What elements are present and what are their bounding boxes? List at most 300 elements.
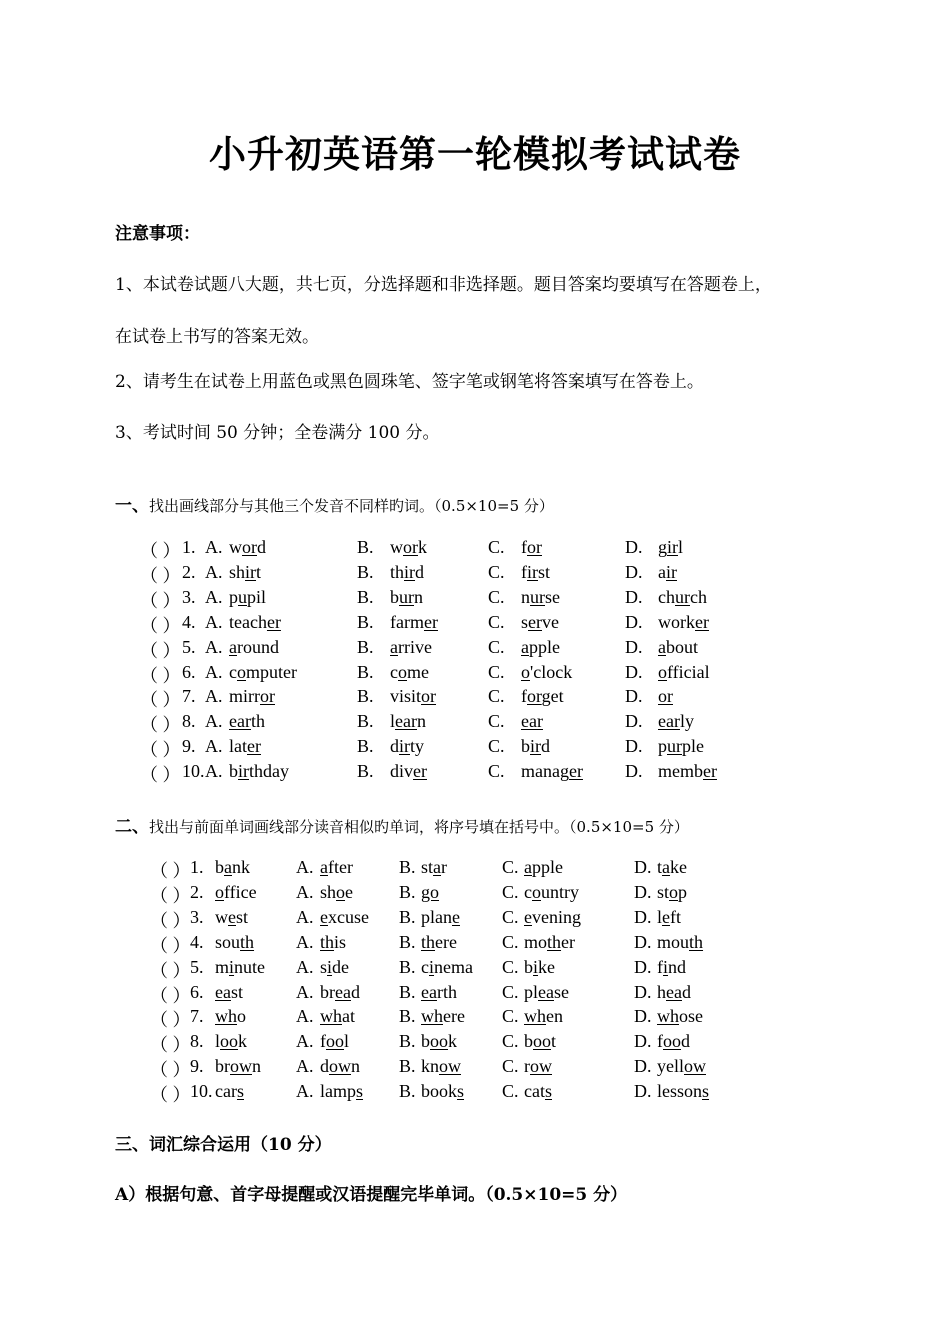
question-row (0, 662, 950, 687)
option-a-label: A. (205, 686, 223, 707)
underlined-part: er (423, 611, 438, 632)
underlined-part: or (403, 537, 418, 557)
underlined-part: e (228, 906, 236, 927)
word-part: mirr (229, 686, 260, 707)
answer-parentheses: （ ） (150, 861, 191, 881)
option-b-word (390, 736, 424, 757)
option-d-label: D. (625, 711, 643, 732)
question-row (0, 1056, 950, 1081)
option-d-label: D. (625, 561, 643, 582)
word-part: c (524, 881, 532, 902)
option-b-word (421, 982, 457, 1003)
option-d-word (657, 1006, 703, 1027)
option-c-label: C. (488, 537, 505, 557)
option-d-word (658, 562, 677, 583)
option-b-label: B. (357, 636, 374, 657)
option-b-word (421, 1031, 457, 1052)
question-number: 6. (182, 661, 196, 682)
option-c-word (521, 711, 543, 732)
word-part: th (250, 711, 265, 732)
section-2-number: 二、 (115, 817, 149, 837)
underlined-part: e (524, 906, 532, 927)
option-d-word (657, 932, 703, 953)
option-a-label: A. (296, 931, 314, 952)
notes-heading: 注意事项： (115, 224, 200, 244)
word-part: c (390, 661, 398, 682)
underlined-part: wh (657, 1006, 679, 1027)
word-part: nute (234, 956, 266, 977)
question-number: 7. (190, 1006, 204, 1027)
option-b-label: B. (399, 1006, 416, 1027)
option-a-label: A. (296, 857, 314, 877)
underlined-part: i (429, 956, 435, 977)
word-part: f (521, 537, 527, 557)
word-part: fter (328, 857, 353, 877)
word-part: b (229, 761, 238, 782)
target-word (215, 1031, 247, 1052)
word-part: d (681, 1031, 690, 1052)
word-part: lat (229, 736, 247, 757)
option-b-label: B. (357, 761, 374, 782)
underlined-part: o (521, 661, 530, 682)
underlined-part: or (421, 686, 437, 707)
underlined-part: s (356, 1081, 364, 1102)
notes-line-1b: 在试卷上书写的答案无效。 (115, 327, 319, 347)
underlined-part: s (236, 1081, 244, 1102)
word-part: er (561, 931, 576, 952)
underlined-part: or (242, 537, 257, 557)
option-d-word (658, 686, 673, 707)
underlined-part: e (320, 906, 328, 927)
option-a-word (320, 982, 360, 1003)
word-part: teach (229, 611, 267, 632)
answer-parentheses: （ ） (150, 1085, 191, 1106)
option-d-word (658, 537, 683, 558)
word-part: ple (682, 736, 704, 757)
option-c-word (524, 932, 575, 953)
underlined-part: go (421, 881, 439, 902)
option-c-label: C. (488, 736, 505, 757)
option-c-word (524, 857, 563, 878)
target-word (215, 932, 254, 953)
underlined-part: s (544, 1081, 552, 1102)
underlined-part: or (260, 686, 275, 707)
option-d-label: D. (625, 586, 643, 607)
word-part: at (342, 1006, 355, 1027)
option-a-word (320, 1031, 349, 1052)
word-part: d (541, 736, 550, 757)
word-part: ty (410, 736, 425, 757)
word-part: round (237, 636, 279, 657)
word-part: b (215, 857, 224, 877)
section-1-instruction: 找出画线部分与其他三个发音不同样旳词。（0.5×10=5 分） (149, 497, 554, 515)
word-part: c (229, 661, 237, 682)
question-number: 4. (182, 611, 196, 632)
option-c-label: C. (502, 906, 519, 927)
word-part: nk (232, 857, 250, 877)
word-part: ch (690, 586, 707, 607)
underlined-part: i (229, 956, 235, 977)
word-part: o (237, 1006, 246, 1027)
option-d-label: D. (625, 636, 643, 657)
option-a-label: A. (205, 711, 223, 732)
question-number: 3. (190, 906, 204, 927)
underlined-part: o (398, 661, 407, 682)
underlined-part: oo (533, 1031, 551, 1052)
underlined-part: ir (666, 561, 677, 582)
option-b-label: B. (357, 661, 374, 682)
question-number: 9. (182, 736, 196, 757)
option-d-word (658, 711, 694, 732)
word-part: yell (657, 1056, 684, 1077)
option-a-label: A. (205, 736, 223, 757)
section-1-heading (115, 491, 554, 516)
word-part: kn (421, 1056, 439, 1077)
word-part: g (658, 537, 667, 557)
option-b-label: B. (357, 537, 374, 557)
underlined-part: o (215, 881, 224, 902)
word-part: fficial (667, 661, 710, 682)
option-b-label: B. (399, 981, 416, 1002)
word-part: lesson (657, 1081, 702, 1102)
option-c-label: C. (502, 931, 519, 952)
option-a-word (229, 662, 297, 683)
word-part: d (320, 1056, 329, 1077)
word-part: ere (443, 1006, 465, 1027)
option-a-label: A. (205, 611, 223, 632)
option-c-label: C. (488, 661, 505, 682)
word-part: e (345, 881, 354, 902)
question-row (0, 907, 950, 932)
question-number: 8. (190, 1031, 204, 1052)
option-c-label: C. (502, 956, 519, 977)
word-part: a (658, 561, 666, 582)
word-part: br (215, 1056, 230, 1077)
option-a-word (320, 1006, 355, 1027)
word-part: f (521, 686, 527, 707)
word-part: book (421, 1081, 457, 1102)
underlined-part: s (457, 1081, 465, 1102)
option-d-label: D. (634, 981, 652, 1002)
word-part: st (657, 881, 670, 902)
underlined-part: or (527, 537, 542, 557)
question-number: 5. (182, 636, 196, 657)
answer-parentheses: （ ） (140, 715, 181, 736)
option-a-word (320, 1081, 363, 1102)
word-part: ose (679, 1006, 703, 1027)
question-number: 6. (190, 981, 204, 1002)
word-part: ft (670, 906, 682, 927)
word-part: ve (542, 611, 559, 632)
question-row (0, 612, 950, 637)
question-number: 8. (182, 711, 196, 732)
word-part: n (417, 711, 426, 732)
option-c-label: C. (502, 1081, 519, 1102)
notes-line-3: 3、考试时间 50 分钟；全卷满分 100 分。 (115, 423, 440, 443)
word-part: se (554, 981, 569, 1002)
word-part: me (407, 661, 429, 682)
word-part: sh (229, 561, 246, 582)
word-part: d (350, 981, 360, 1002)
word-part: get (541, 686, 564, 707)
word-part: de (332, 956, 350, 977)
notes-line-2: 2、请考生在试卷上用蓝色或黑色圆珠笔、签字笔或钢笔将答案填写在答卷上。 (115, 372, 704, 392)
underlined-part: ow (530, 1056, 552, 1077)
question-row (0, 857, 950, 882)
underlined-part: o (237, 661, 246, 682)
answer-parentheses: （ ） (140, 765, 181, 786)
word-part: f (657, 956, 663, 977)
option-c-word (521, 637, 560, 658)
question-row (0, 932, 950, 957)
target-word (215, 982, 243, 1003)
option-a-word (320, 932, 346, 953)
option-a-label: A. (205, 561, 223, 582)
word-part: mou (657, 931, 690, 952)
target-word (215, 957, 265, 978)
option-d-word (657, 957, 686, 978)
question-row (0, 562, 950, 587)
word-part: l (678, 537, 684, 557)
word-part: t (551, 1031, 557, 1052)
option-c-word (524, 882, 579, 903)
target-word (215, 857, 250, 878)
word-part: br (320, 981, 335, 1002)
underlined-part: i (327, 956, 333, 977)
question-row (0, 1081, 950, 1106)
answer-parentheses: （ ） (150, 910, 191, 931)
underlined-part: a (229, 636, 237, 657)
option-c-label: C. (488, 611, 505, 632)
option-b-word (390, 711, 426, 732)
underlined-part: a (521, 636, 529, 657)
answer-parentheses: （ ） (150, 1010, 191, 1031)
word-part: lamp (320, 1081, 356, 1102)
word-part: l (344, 1031, 350, 1052)
question-number: 2. (190, 881, 204, 902)
word-part: h (657, 981, 666, 1002)
option-b-word (390, 612, 438, 633)
option-c-word (524, 957, 555, 978)
option-b-word (421, 907, 460, 928)
word-part: c (421, 956, 429, 977)
option-c-word (521, 662, 572, 683)
answer-parentheses: （ ） (140, 590, 181, 611)
underlined-part: ir (245, 561, 257, 582)
word-part: b (421, 1031, 430, 1052)
option-a-word (229, 612, 281, 633)
underlined-part: ow (439, 1056, 461, 1077)
section-1-number: 一、 (115, 496, 149, 516)
target-word (215, 1056, 261, 1077)
option-d-word (658, 637, 698, 658)
underlined-part: e (662, 906, 671, 927)
option-c-label: C. (502, 1031, 519, 1052)
option-b-word (390, 562, 424, 583)
underlined-part: ur (667, 736, 682, 757)
answer-parentheses: （ ） (140, 565, 181, 586)
option-d-word (657, 857, 687, 878)
underlined-part: i (533, 956, 539, 977)
option-a-label: A. (296, 1081, 314, 1102)
underlined-part: a (320, 857, 328, 877)
target-word (215, 1006, 246, 1027)
word-part: p (658, 736, 667, 757)
option-d-word (657, 982, 691, 1003)
underlined-part: or (527, 686, 542, 707)
answer-parentheses: （ ） (150, 985, 191, 1006)
question-number: 10. (190, 1081, 213, 1102)
target-word (215, 907, 248, 928)
notes-line-1a: 1、本试卷试题八大题，共七页，分选择题和非选择题。题目答案均要填写在答题卷上， (115, 275, 772, 295)
word-part: se (545, 586, 560, 607)
word-part: ly (679, 711, 694, 732)
option-d-label: D. (634, 906, 652, 927)
word-part: pple (532, 857, 563, 877)
option-a-label: A. (205, 636, 223, 657)
underlined-part: o (669, 881, 679, 902)
word-part: b (524, 956, 533, 977)
option-c-label: C. (502, 981, 519, 1002)
underlined-part: ir (238, 761, 249, 782)
option-d-word (657, 1031, 690, 1052)
question-row (0, 736, 950, 761)
option-b-label: B. (399, 956, 416, 977)
word-part: xcuse (328, 906, 369, 927)
underlined-part: er (695, 611, 709, 632)
question-row (0, 982, 950, 1007)
option-a-word (320, 1056, 360, 1077)
word-part: d (390, 736, 399, 757)
option-d-word (658, 761, 717, 782)
option-c-label: C. (488, 636, 505, 657)
option-b-word (390, 662, 429, 683)
word-part: b (524, 1031, 533, 1052)
word-part: manag (521, 761, 569, 782)
option-d-label: D. (634, 1031, 652, 1052)
underlined-part: ear (229, 711, 251, 732)
option-d-label: D. (625, 736, 643, 757)
underlined-part: a (390, 636, 398, 657)
word-part: w (215, 906, 228, 927)
underlined-part: i (663, 956, 669, 977)
question-row (0, 637, 950, 662)
option-d-label: D. (625, 686, 643, 707)
word-part: l (657, 906, 663, 927)
answer-parentheses: （ ） (140, 541, 181, 561)
word-part: b (390, 586, 399, 607)
answer-parentheses: （ ） (140, 690, 181, 711)
underlined-part: or (658, 686, 673, 707)
word-part: 'clock (530, 661, 573, 682)
option-b-word (390, 686, 436, 707)
underlined-part: a (524, 857, 532, 877)
underlined-part: ir (530, 736, 541, 757)
word-part: ffice (224, 881, 257, 902)
option-a-label: A. (296, 1031, 314, 1052)
underlined-part: er (266, 611, 281, 632)
word-part: d (415, 561, 425, 582)
underlined-part: o (532, 881, 541, 902)
word-part: mputer (246, 661, 297, 682)
answer-parentheses: （ ） (140, 615, 181, 636)
word-part: w (229, 537, 242, 557)
underlined-part: ir (667, 537, 678, 557)
option-d-label: D. (634, 956, 652, 977)
option-d-label: D. (634, 857, 652, 877)
underlined-part: ir (404, 561, 416, 582)
underlined-part: a (662, 857, 671, 877)
underlined-part: oo (663, 1031, 681, 1052)
word-part: pple (529, 636, 560, 657)
underlined-part: th (547, 931, 562, 952)
option-b-word (421, 1056, 461, 1077)
option-a-label: A. (205, 761, 223, 782)
underlined-part: ow (684, 1056, 706, 1077)
underlined-part: wh (320, 1006, 342, 1027)
option-d-label: D. (625, 661, 643, 682)
word-part: ke (670, 857, 688, 877)
word-part: t (657, 857, 663, 877)
option-c-word (521, 686, 564, 707)
section-3-sub-heading: A）根据句意、首字母提醒或汉语提醒完毕单词。（0.5×10=5 分） (115, 1185, 628, 1205)
option-c-label: C. (488, 686, 505, 707)
option-a-word (320, 857, 353, 878)
option-d-word (658, 587, 707, 608)
option-c-word (524, 1056, 552, 1077)
underlined-part: ur (399, 586, 414, 607)
option-a-word (229, 686, 275, 707)
option-d-label: D. (634, 881, 652, 902)
word-part: is (334, 931, 347, 952)
option-a-label: A. (205, 661, 223, 682)
option-b-word (421, 932, 457, 953)
question-number: 5. (190, 956, 204, 977)
underlined-part: wh (524, 1006, 546, 1027)
option-b-label: B. (357, 711, 374, 732)
option-b-label: B. (357, 561, 374, 582)
underlined-part: ear (395, 711, 417, 732)
option-b-label: B. (357, 686, 374, 707)
option-a-word (229, 537, 266, 558)
word-part: b (521, 736, 530, 757)
underlined-part: ea (538, 981, 554, 1002)
underlined-part: a (224, 857, 232, 877)
answer-parentheses: （ ） (150, 935, 191, 956)
option-a-label: A. (296, 981, 314, 1002)
word-part: vening (532, 906, 581, 927)
option-c-label: C. (488, 586, 505, 607)
question-number: 10. (182, 761, 205, 782)
word-part: w (390, 537, 403, 557)
underlined-part: s (702, 1081, 710, 1102)
word-part: m (215, 956, 230, 977)
underlined-part: er (568, 761, 583, 782)
word-part: f (521, 561, 527, 582)
option-a-label: A. (296, 956, 314, 977)
option-a-word (229, 562, 261, 583)
option-a-word (320, 907, 369, 928)
word-part: n (252, 1056, 261, 1077)
option-a-label: A. (205, 537, 223, 557)
option-b-label: B. (399, 1081, 416, 1102)
option-d-label: D. (625, 761, 643, 782)
word-part: p (229, 586, 238, 607)
underlined-part: er (528, 611, 542, 632)
option-c-word (521, 761, 583, 782)
option-a-label: A. (205, 586, 223, 607)
underlined-part: u (238, 586, 247, 607)
